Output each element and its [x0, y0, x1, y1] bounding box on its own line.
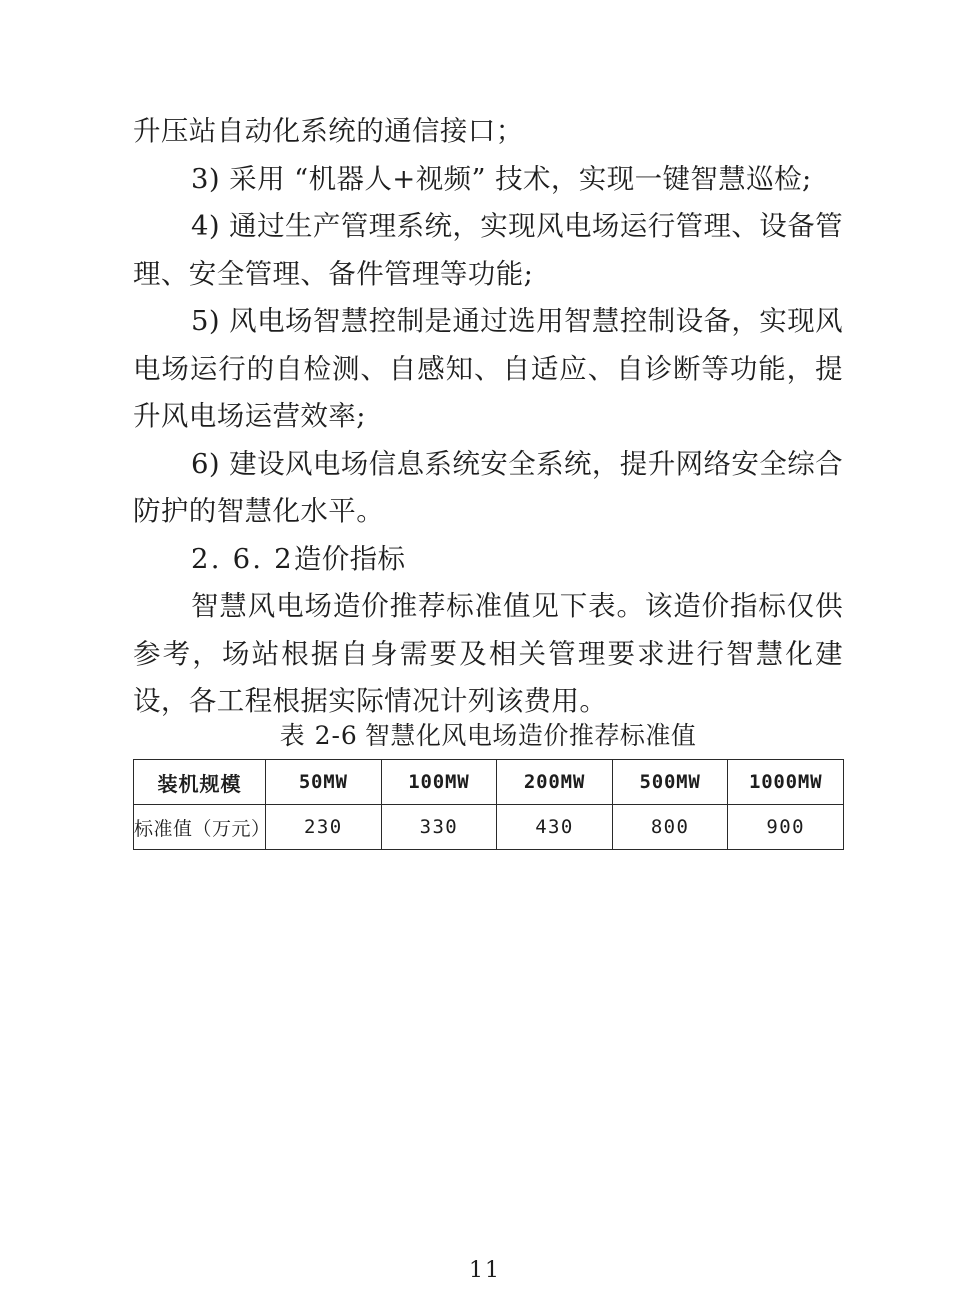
paragraph-item-6: 6) 建设风电场信息系统安全系统，提升网络安全综合防护的智慧化水平。	[133, 447, 843, 527]
paragraph-item-3: 3) 采用 “机器人+视频” 技术，实现一键智慧巡检;	[191, 162, 812, 195]
paragraph-cost-intro: 智慧风电场造价推荐标准值见下表。该造价指标仅供参考，场站根据自身需要及相关管理要求进行智慧化建设，各工程根据实际情况计列该费用。	[133, 590, 843, 717]
table-cell-value-100mw: 330	[381, 805, 497, 850]
paragraph-item-5: 5) 风电场智慧控制是通过选用智慧控制设备，实现风电场运行的自检测、自感知、自适应、自诊断等功能，提升风电场运营效率;	[133, 305, 843, 432]
table-cell-value-50mw: 230	[266, 805, 382, 850]
paragraph-continuation: 升压站自动化系统的通信接口；	[133, 115, 524, 147]
cost-standard-table	[133, 759, 844, 850]
table-header-1000mw: 1000MW	[728, 760, 844, 805]
page-number: 11	[469, 1258, 501, 1283]
table-cell-value-500mw: 800	[612, 805, 728, 850]
paragraph-item-4: 4) 通过生产管理系统，实现风电场运行管理、设备管理、安全管理、备件管理等功能;	[133, 210, 843, 290]
table-header-100mw: 100MW	[381, 760, 497, 805]
section-heading-number: 2. 6. 2	[191, 542, 294, 575]
table-caption-number: 表 2-6	[279, 721, 358, 750]
table-header-row	[134, 760, 844, 805]
table-header-capacity-label: 装机规模	[134, 760, 266, 805]
table-cell-value-1000mw: 900	[728, 805, 844, 850]
table-caption	[133, 718, 843, 754]
section-heading-title: 造价指标	[293, 542, 406, 575]
section-heading	[133, 536, 843, 584]
table-header-500mw: 500MW	[612, 760, 728, 805]
table-caption-title: 智慧化风电场造价推荐标准值	[364, 721, 697, 750]
table-row	[134, 805, 844, 850]
table-block	[133, 718, 843, 850]
table-cell-value-200mw: 430	[497, 805, 613, 850]
document-body	[133, 108, 843, 726]
table-header-50mw: 50MW	[266, 760, 382, 805]
table-row-label-standard-value: 标准值（万元）	[134, 805, 266, 850]
table-header-200mw: 200MW	[497, 760, 613, 805]
